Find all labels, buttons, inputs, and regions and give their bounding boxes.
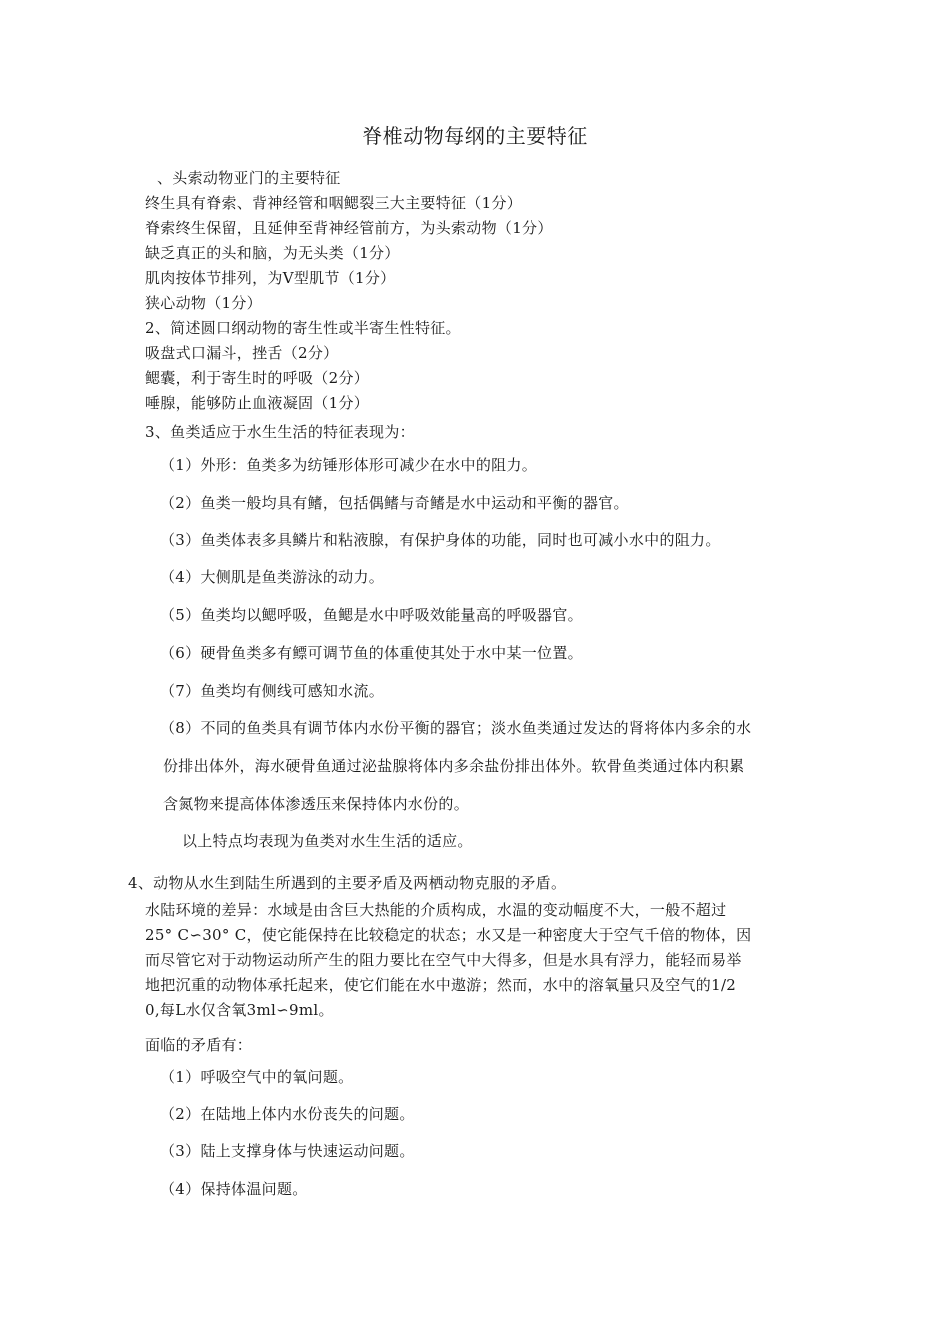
section3-item: （7）鱼类均有侧线可感知水流。 [160,682,385,700]
section2-heading: 2、简述圆口纲动物的寄生性或半寄生性特征。 [145,319,461,337]
section3-item: （3）鱼类体表多具鳞片和粘液腺，有保护身体的功能，同时也可减小水中的阻力。 [160,531,721,549]
section2-item: 唾腺，能够防止血液凝固（1分） [145,394,370,412]
section1-item: 缺乏真正的头和脑，为无头类（1分） [145,244,400,262]
section4-paragraph-line: 25° C∽30° C，使它能保持在比较稳定的状态；水又是一种密度大于空气千倍的物体，因 [145,926,752,944]
section3-item: （6）硬骨鱼类多有鳔可调节鱼的体重使其处于水中某一位置。 [160,644,583,662]
section2-item: 吸盘式口漏斗，挫舌（2分） [145,344,339,362]
contradictions-heading: 面临的矛盾有： [145,1036,253,1054]
section4-paragraph-line: 0,每L水仅含氧3ml∽9ml。 [145,1001,334,1019]
section4-paragraph-line: 而尽管它对于动物运动所产生的阻力要比在空气中大得多，但是水具有浮力，能轻而易举 [145,951,742,969]
section3-item: （1）外形：鱼类多为纺锤形体形可减少在水中的阻力。 [160,456,538,474]
section1-item: 狭心动物（1分） [145,294,262,312]
section1-item: 脊索终生保留，且延伸至背神经管前方，为头索动物（1分） [145,219,553,237]
section3-item8-line: 含氮物来提高体体渗透压来保持体内水份的。 [163,795,470,813]
contradiction-item: （3）陆上支撑身体与快速运动问题。 [160,1142,415,1160]
section1-heading: 、头索动物亚门的主要特征 [157,169,341,187]
section3-item: （5）鱼类均以鳃呼吸，鱼鳃是水中呼吸效能量高的呼吸器官。 [160,606,583,624]
section2-item: 鳃囊，利于寄生时的呼吸（2分） [145,369,370,387]
section3-item8-line: （8）不同的鱼类具有调节体内水份平衡的器官；淡水鱼类通过发达的肾将体内多余的水 [160,719,752,737]
section3-item: （2）鱼类一般均具有鳍，包括偶鳍与奇鳍是水中运动和平衡的器官。 [160,494,629,512]
section3-heading: 3、鱼类适应于水生生活的特征表现为： [145,423,415,441]
section4-paragraph-line: 水陆环境的差异：水域是由含巨大热能的介质构成，水温的变动幅度不大，一般不超过 [145,901,727,919]
contradiction-item: （2）在陆地上体内水份丧失的问题。 [160,1105,415,1123]
section1-item: 肌肉按体节排列，为V型肌节（1分） [145,269,396,287]
page-title: 脊椎动物每纲的主要特征 [362,124,588,148]
section3-item8-line: 份排出体外，海水硬骨鱼通过泌盐腺将体内多余盐份排出体外。软骨鱼类通过体内积累 [163,757,745,775]
section4-paragraph-line: 地把沉重的动物体承托起来，使它们能在水中遨游；然而，水中的溶氧量只及空气的1/2 [145,976,737,994]
contradiction-item: （4）保持体温问题。 [160,1180,308,1198]
section4-heading: 4、动物从水生到陆生所遇到的主要矛盾及两栖动物克服的矛盾。 [128,874,567,892]
section3-item: （4）大侧肌是鱼类游泳的动力。 [160,568,385,586]
section1-item: 终生具有脊索、背神经管和咽鳃裂三大主要特征（1分） [145,194,523,212]
section3-summary: 以上特点均表现为鱼类对水生生活的适应。 [182,832,473,850]
contradiction-item: （1）呼吸空气中的氧问题。 [160,1068,354,1086]
